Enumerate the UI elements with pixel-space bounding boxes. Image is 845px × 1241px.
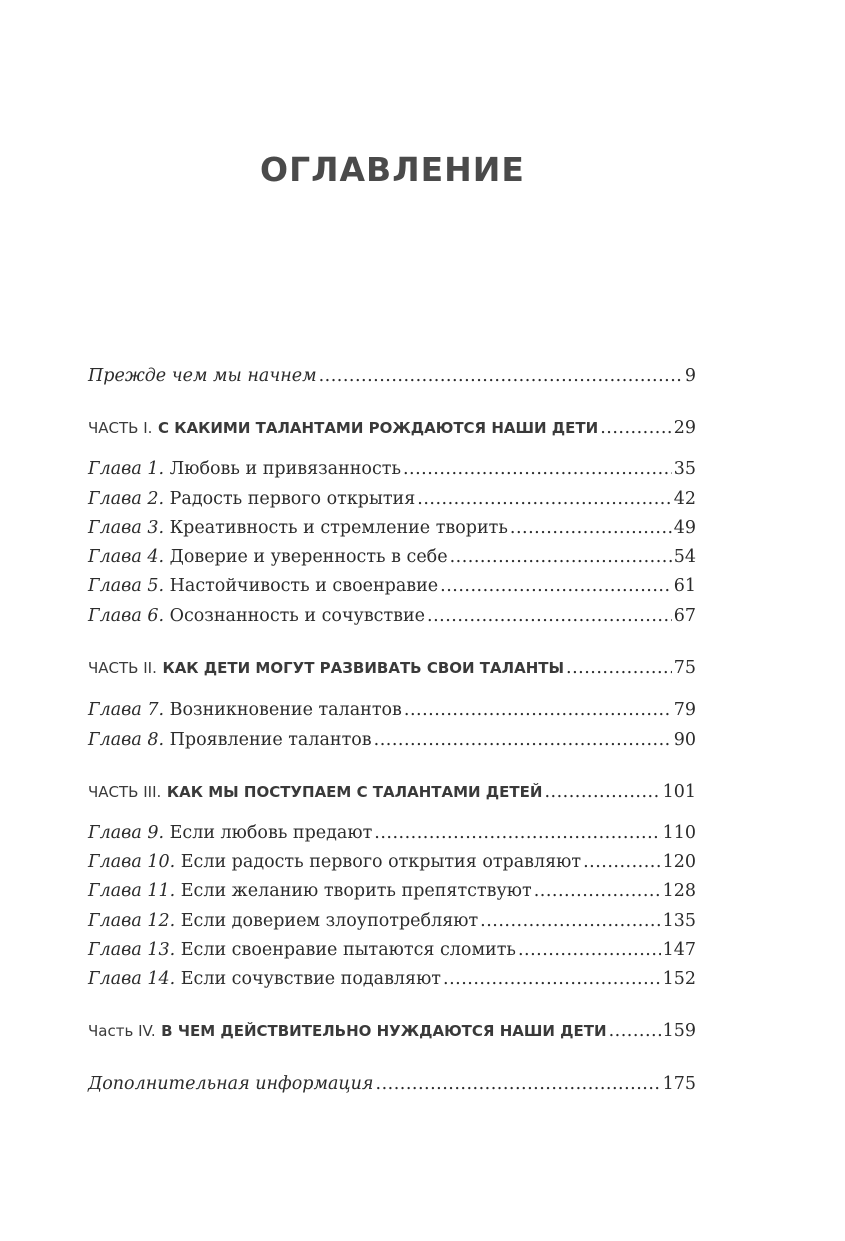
chapter-title: Проявление талантов	[169, 730, 372, 750]
dot-leader	[583, 851, 660, 873]
chapter-title: Радость первого открытия	[169, 489, 416, 509]
toc-chapter-4[interactable]	[88, 546, 696, 568]
dot-leader	[404, 699, 672, 721]
toc-page-number: 9	[684, 366, 696, 386]
dot-leader	[510, 517, 672, 539]
chapter-prefix: Глава 7.	[88, 700, 165, 720]
toc-page-number: 90	[673, 730, 696, 750]
toc-chapter-9[interactable]	[88, 822, 696, 844]
toc-entry-intro[interactable]	[88, 365, 696, 387]
chapter-prefix: Глава 13.	[88, 940, 176, 960]
dot-leader	[609, 1020, 661, 1042]
dot-leader	[518, 939, 661, 961]
toc-part-1[interactable]	[88, 417, 696, 439]
chapter-prefix: Глава 8.	[88, 730, 165, 750]
toc-page-number: 147	[662, 940, 696, 960]
toc-entry-label: Дополнительная информация	[88, 1074, 374, 1094]
dot-leader	[374, 729, 672, 751]
chapter-prefix: Глава 1.	[88, 459, 165, 479]
toc-page-number: 35	[673, 459, 696, 479]
dot-leader	[534, 880, 661, 902]
dot-leader	[417, 488, 671, 510]
dot-leader	[566, 657, 672, 679]
dot-leader	[450, 546, 672, 568]
chapter-prefix: Глава 5.	[88, 576, 165, 596]
toc-chapter-13[interactable]	[88, 939, 696, 961]
toc-page-number: 120	[662, 852, 696, 872]
chapter-title: Если сочувствие подавляют	[180, 969, 441, 989]
toc-page-number: 67	[673, 606, 696, 626]
chapter-title: Креативность и стремление творить	[169, 518, 508, 538]
chapter-title: Настойчивость и своенравие	[169, 576, 439, 596]
dot-leader	[480, 910, 660, 932]
chapter-prefix: Глава 12.	[88, 911, 176, 931]
toc-page-number: 29	[673, 418, 696, 438]
toc-page-number: 79	[673, 700, 696, 720]
dot-leader	[440, 575, 672, 597]
chapter-prefix: Глава 11.	[88, 881, 176, 901]
part-title: С КАКИМИ ТАЛАНТАМИ РОЖДАЮТСЯ НАШИ ДЕТИ	[158, 419, 599, 437]
toc-chapter-10[interactable]	[88, 851, 696, 873]
toc-part-3[interactable]	[88, 781, 696, 803]
dot-leader	[376, 1073, 661, 1095]
chapter-prefix: Глава 4.	[88, 547, 165, 567]
chapter-title: Осознанность и сочувствие	[169, 606, 426, 626]
chapter-prefix: Глава 9.	[88, 823, 165, 843]
toc-page-number: 49	[673, 518, 696, 538]
toc-chapter-8[interactable]	[88, 729, 696, 751]
toc-entry-label: Прежде чем мы начнем	[88, 366, 317, 386]
chapter-title: Любовь и привязанность	[169, 459, 401, 479]
chapter-title: Возникновение талантов	[169, 700, 402, 720]
toc-page-number: 128	[662, 881, 696, 901]
chapter-title: Если радость первого открытия отравляют	[180, 852, 582, 872]
toc-chapter-2[interactable]	[88, 488, 696, 510]
toc-chapter-7[interactable]	[88, 699, 696, 721]
part-lead: Часть IV.	[88, 1022, 156, 1040]
chapter-prefix: Глава 3.	[88, 518, 165, 538]
chapter-title: Доверие и уверенность в себе	[169, 547, 448, 567]
toc-page-number: 135	[662, 911, 696, 931]
toc-part-4[interactable]	[88, 1020, 696, 1042]
chapter-title: Если любовь предают	[169, 823, 373, 843]
dot-leader	[443, 968, 661, 990]
toc-chapter-12[interactable]	[88, 910, 696, 932]
part-lead: ЧАСТЬ I.	[88, 419, 153, 437]
chapter-prefix: Глава 2.	[88, 489, 165, 509]
dot-leader	[403, 458, 672, 480]
toc-page-number: 101	[662, 782, 696, 802]
toc-chapter-1[interactable]	[88, 458, 696, 480]
toc-chapter-3[interactable]	[88, 517, 696, 539]
dot-leader	[319, 365, 683, 387]
toc-page-number: 159	[662, 1021, 696, 1041]
chapter-title: Если своенравие пытаются сломить	[180, 940, 516, 960]
chapter-prefix: Глава 10.	[88, 852, 176, 872]
table-of-contents	[88, 0, 696, 1241]
part-lead: ЧАСТЬ III.	[88, 783, 162, 801]
dot-leader	[427, 605, 672, 627]
toc-part-2[interactable]	[88, 657, 696, 679]
chapter-prefix: Глава 14.	[88, 969, 176, 989]
dot-leader	[544, 781, 660, 803]
part-title: КАК МЫ ПОСТУПАЕМ С ТАЛАНТАМИ ДЕТЕЙ	[166, 783, 543, 801]
part-title: В ЧЕМ ДЕЙСТВИТЕЛЬНО НУЖДАЮТСЯ НАШИ ДЕТИ	[161, 1022, 607, 1040]
part-lead: ЧАСТЬ II.	[88, 659, 157, 677]
page-title: ОГЛАВЛЕНИЕ	[260, 150, 525, 189]
toc-page-number: 175	[662, 1074, 696, 1094]
toc-page-number: 110	[662, 823, 696, 843]
toc-page-number: 152	[662, 969, 696, 989]
toc-chapter-5[interactable]	[88, 575, 696, 597]
toc-page-number: 75	[673, 658, 696, 678]
chapter-title: Если доверием злоупотребляют	[180, 911, 479, 931]
toc-page-number: 42	[673, 489, 696, 509]
toc-chapter-14[interactable]	[88, 968, 696, 990]
chapter-title: Если желанию творить препятствуют	[180, 881, 532, 901]
toc-chapter-11[interactable]	[88, 880, 696, 902]
toc-page-number: 54	[673, 547, 696, 567]
dot-leader	[374, 822, 660, 844]
part-title: КАК ДЕТИ МОГУТ РАЗВИВАТЬ СВОИ ТАЛАНТЫ	[162, 659, 565, 677]
toc-chapter-6[interactable]	[88, 605, 696, 627]
toc-page-number: 61	[673, 576, 696, 596]
dot-leader	[600, 417, 672, 439]
toc-entry-appendix[interactable]	[88, 1073, 696, 1095]
chapter-prefix: Глава 6.	[88, 606, 165, 626]
